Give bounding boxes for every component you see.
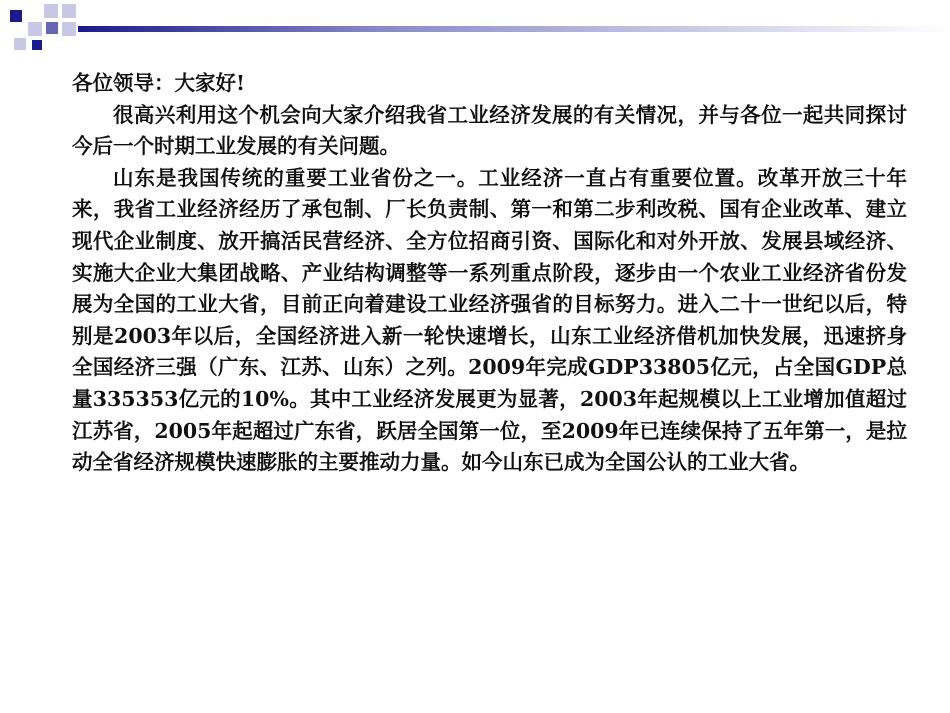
document-body (72, 68, 907, 479)
header-decoration (0, 0, 950, 60)
salutation: 各位领导：大家好! (72, 71, 245, 95)
decorative-squares-icon (0, 0, 950, 60)
paragraph-shandong-industry: 山东是我国传统的重要工业省份之一。工业经济一直占有重要位置。改革开放三十年来，我省工业经济经历了承包制、厂长负责制、第一和第二步利改税、国有企业改革、建立现代企业制度、放开搞活民营经济、全方位招商引资、国际化和对外开放、发展县域经济、实施大企业大集团战略、产业结构调整等一系列重点阶段，逐步由一个农业工业经济省份发展为全国的工业大省，目前正向着建设工业经济强省的目标努力。进入二十一世纪以后，特别是2003年以后，全国经济进入新一轮快速增长，山东工业经济借机加快发展，迅速挤身全国经济三强（广东、江苏、山东）之列。2009年完成GDP33805亿元，占全国GDP总量335353亿元的10%。其中工业经济发展更为显著，2003年起规模以上工业增加值超过江苏省，2005年起超过广东省，跃居全国第一位，至2009年已连续保持了五年第一，是拉动全省经济规模快速膨胀的主要推动力量。如今山东已成为全国公认的工业大省。 (72, 165, 907, 475)
paragraph-intro: 很高兴利用这个机会向大家介绍我省工业经济发展的有关情况，并与各位一起共同探讨今后一个时期工业发展的有关问题。 (72, 102, 907, 159)
